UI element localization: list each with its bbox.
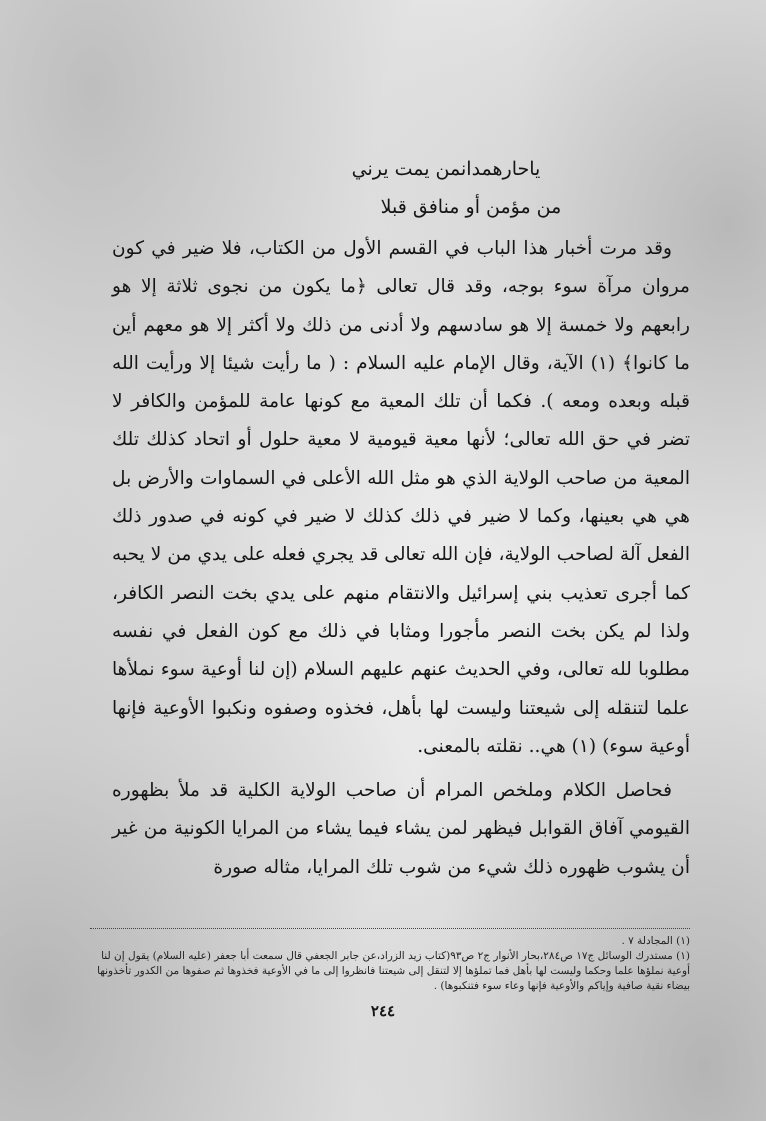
- main-text: [112, 150, 690, 887]
- footnotes: [80, 934, 690, 994]
- poem-verse-line-1: ياحارهمدانمن يمت يرني: [351, 158, 541, 180]
- footnote-2: (١) مستدرك الوسائل ج١٧ ص٢٨٤،بحار الأنوار ج٢ ص٩٣(كتاب زيد الزراد،عن جابر الجعفي قال سمعت أبا جعفر (عليه السلام) يقول إن لنا أوعية نملؤها علما وحكما وليست لها بأهل فما تملؤها إلا لتنقل إلى شيعتنا فانظروا إلى ما في الأوعية فخذوها ثم صفوها من الكدور تأخذونها بيضاء نقية صافية وإياكم والأوعية فإنها وعاء سوء فتنكبوها) .: [97, 950, 690, 992]
- paragraph-2: فحاصل الكلام وملخص المرام أن صاحب الولاية الكلية قد ملأ بظهوره القيومي آفاق القوابل فيظهر لمن يشاء فيما يشاء من المرايا الكونية من غير أن يشوب ظهوره ذلك شيء من شوب تلك المرايا، مثاله صورة: [112, 780, 690, 878]
- paragraph-1: وقد مرت أخبار هذا الباب في القسم الأول من الكتاب، فلا ضير في كون مروان مرآة سوء بوجه، وقد قال تعالى ﴿ما يكون من نجوى ثلاثة إلا هو رابعهم ولا خمسة إلا هو سادسهم ولا أدنى من ذلك ولا أكثر إلا هو معهم أين ما كانوا﴾ (١) الآية، وقال الإمام عليه السلام : ( ما رأيت شيئا إلا ورأيت الله قبله وبعده ومعه ). فكما أن تلك المعية مع كونها عامة للمؤمن والكافر لا تضر في حق الله تعالى؛ لأنها معية قيومية لا معية حلول أو اتحاد كذلك تلك المعية من صاحب الولاية الذي هو مثل الله الأعلى في السماوات والأرض بل هي هي بعينها، وكما لا ضير في ذلك كذلك لا ضير في كونه في صدور ذلك الفعل آلة لصاحب الولاية، فإن الله تعالى قد يجري فعله على يدي من لا يحبه كما أجرى تعذيب بني إسرائيل والانتقام منهم على يدي بخت النصر الكافر، ولذا لم يكن بخت النصر مأجورا ومثابا في ذلك مع كون الفعل في نفسه مطلوبا لله تعالى، وفي الحديث عنهم عليهم السلام (إن لنا أوعية سوء نملأها علما لتنقله إلى شيعتنا وليست لها بأهل، فخذوه وصفوه ونكبوا الأوعية فإنها أوعية سوء) (١) هي.. نقلته بالمعنى.: [112, 238, 691, 757]
- footnote-separator: [90, 928, 690, 929]
- poem-verse-line-2: من مؤمن أو منافق قبلا: [380, 196, 562, 218]
- footnote-1: (١) المجادلة ٧ .: [621, 935, 690, 947]
- page-number: ٢٤٤: [370, 1002, 396, 1020]
